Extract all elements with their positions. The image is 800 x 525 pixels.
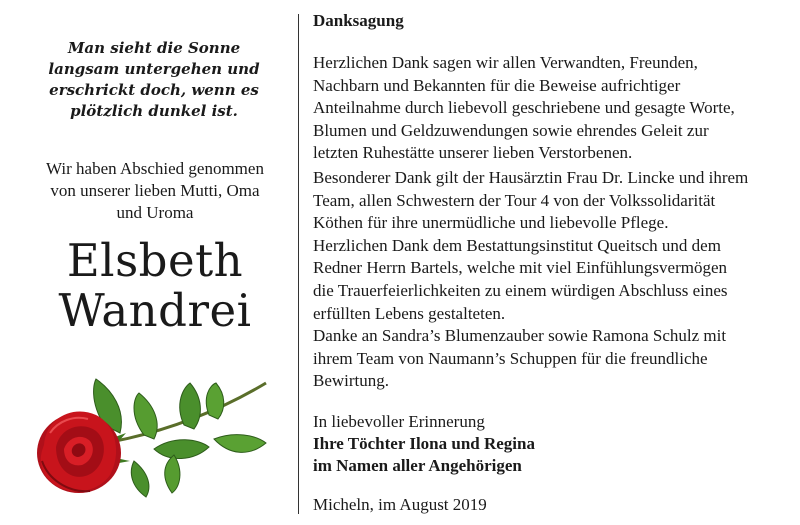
last-name: Wandrei — [58, 284, 252, 337]
left-column — [0, 0, 300, 525]
quote-line: plötzlich dunkel ist. — [70, 102, 238, 120]
right-column — [313, 0, 793, 525]
text-line: letzten Ruhestätte unserer lieben Verstorbenen. — [313, 143, 633, 163]
text-line: Anteilnahme durch liebevoll geschriebene und gesagte Worte, — [313, 98, 735, 118]
text-line: Herzlichen Dank dem Bestattungsinstitut Queitsch und dem — [313, 235, 721, 255]
text-line: ihrem Team von Naumann’s Schuppen für die freundliche — [313, 348, 708, 368]
text-line: die Trauerfeierlichkeiten zu einem würdigen Abschluss eines — [313, 280, 728, 300]
signature-names: Ihre Töchter Ilona und Regina — [313, 434, 535, 453]
quote-line: langsam untergehen und — [48, 60, 260, 78]
column-divider — [298, 14, 299, 514]
place-date: Micheln, im August 2019 — [313, 495, 487, 514]
memorial-quote — [20, 38, 288, 122]
farewell-line: und Uroma — [116, 203, 194, 222]
text-line: Bewirtung. — [313, 371, 390, 391]
red-rose-icon — [34, 375, 274, 505]
thanks-paragraph-2 — [313, 167, 793, 393]
quote-line: erschrickt doch, wenn es — [49, 81, 259, 99]
deceased-name — [0, 236, 310, 336]
thanks-paragraph-1 — [313, 52, 793, 165]
text-line: Nachbarn und Bekannten für die Beweise aufrichtiger — [313, 75, 681, 95]
farewell-line: Wir haben Abschied genommen — [46, 159, 264, 178]
signature-family: im Namen aller Angehörigen — [313, 456, 522, 475]
text-line: Köthen für ihre unermüdliche und liebevolle Pflege. — [313, 213, 669, 233]
text-line: Blumen und Geldzuwendungen sowie ehrendes Geleit zur — [313, 120, 709, 140]
text-line: Besonderer Dank gilt der Hausärztin Frau Dr. Lincke und ihrem — [313, 168, 749, 187]
closing-line: In liebevoller Erinnerung — [313, 412, 485, 431]
page-title: Danksagung — [313, 11, 404, 30]
text-line: erfüllten Lebens gestalteten. — [313, 303, 506, 323]
farewell-text — [10, 158, 300, 224]
quote-line: Man sieht die Sonne — [67, 39, 241, 57]
farewell-line: von unserer lieben Mutti, Oma — [50, 181, 260, 200]
first-name: Elsbeth — [66, 234, 244, 287]
text-line: Danke an Sandra’s Blumenzauber sowie Ramona Schulz mit — [313, 326, 727, 346]
signature-block — [313, 411, 535, 477]
text-line: Team, allen Schwestern der Tour 4 von der Volkssolidarität — [313, 190, 716, 210]
text-line: Redner Herrn Bartels, welche mit viel Einfühlungsvermögen — [313, 258, 728, 278]
text-line: Herzlichen Dank sagen wir allen Verwandten, Freunden, — [313, 53, 698, 72]
